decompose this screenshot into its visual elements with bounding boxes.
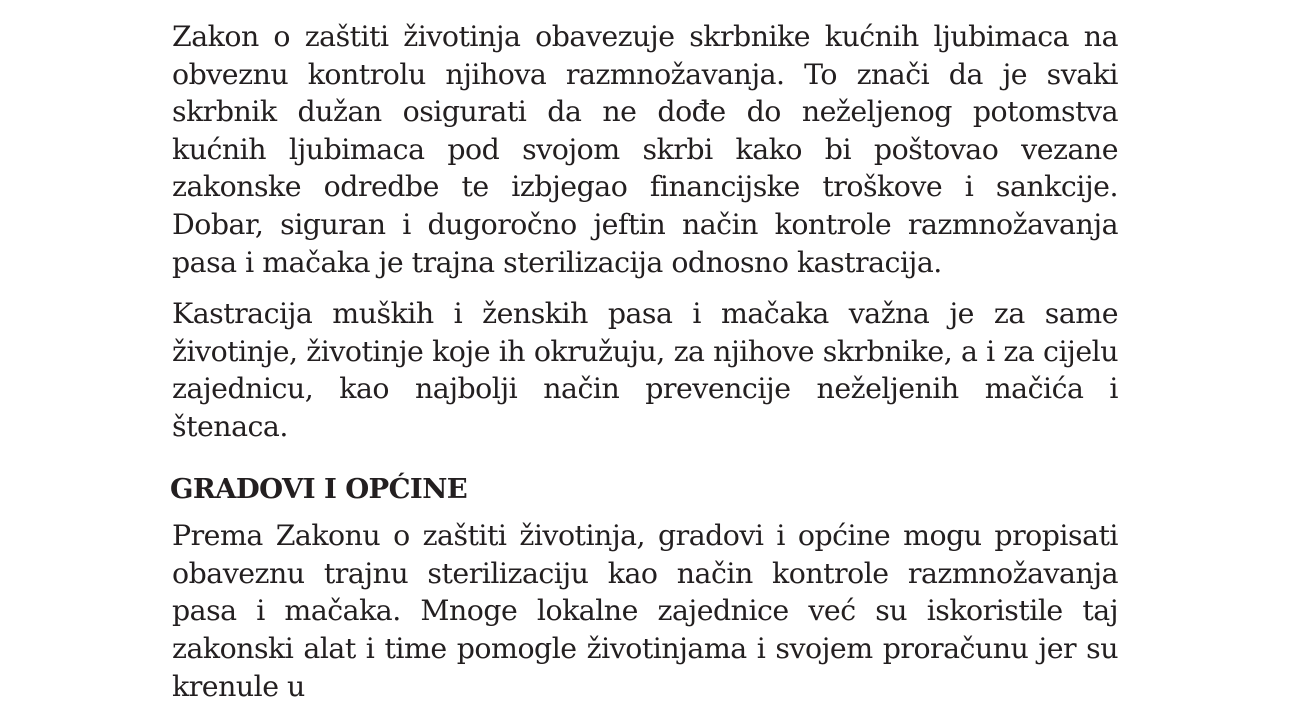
paragraph-obligation: Zakon o zaštiti životinja obavezuje skrbnike kućnih ljubimaca na obveznu kontrolu njihova razmnožavanja. To znači da je svaki skrbnik dužan osigurati da ne dođe do neželjenog potomstva kućnih ljubimaca pod svojom skrbi kako bi poštovao vezane zakonske odredbe te izbjegao financijske troškove i sankcije. Dobar, siguran i dugoročno jeftin način kontrole razmnožavanja pasa i mačaka je trajna sterilizacija odnosno kastracija. bbox=[172, 20, 1118, 279]
section-heading: GRADOVI I OPĆINE bbox=[170, 472, 468, 505]
document-page bbox=[172, 18, 1118, 705]
paragraph-cities-municipalities: Prema Zakonu o zaštiti životinja, gradovi i općine mogu propisati obaveznu trajnu sterilizaciju kao način kontrole razmnožavanja pasa i mačaka. Mnoge lokalne zajednice već su iskoristile taj zakonski alat i time pomogle životinjama i svojem proračunu jer su krenule u bbox=[172, 519, 1118, 703]
paragraph-castration-importance: Kastracija muških i ženskih pasa i mačaka važna je za same životinje, životinje koje ih okružuju, za njihove skrbnike, a i za cijelu zajednicu, kao najbolji način prevencije neželjenih mačića i štenaca. bbox=[172, 297, 1118, 443]
